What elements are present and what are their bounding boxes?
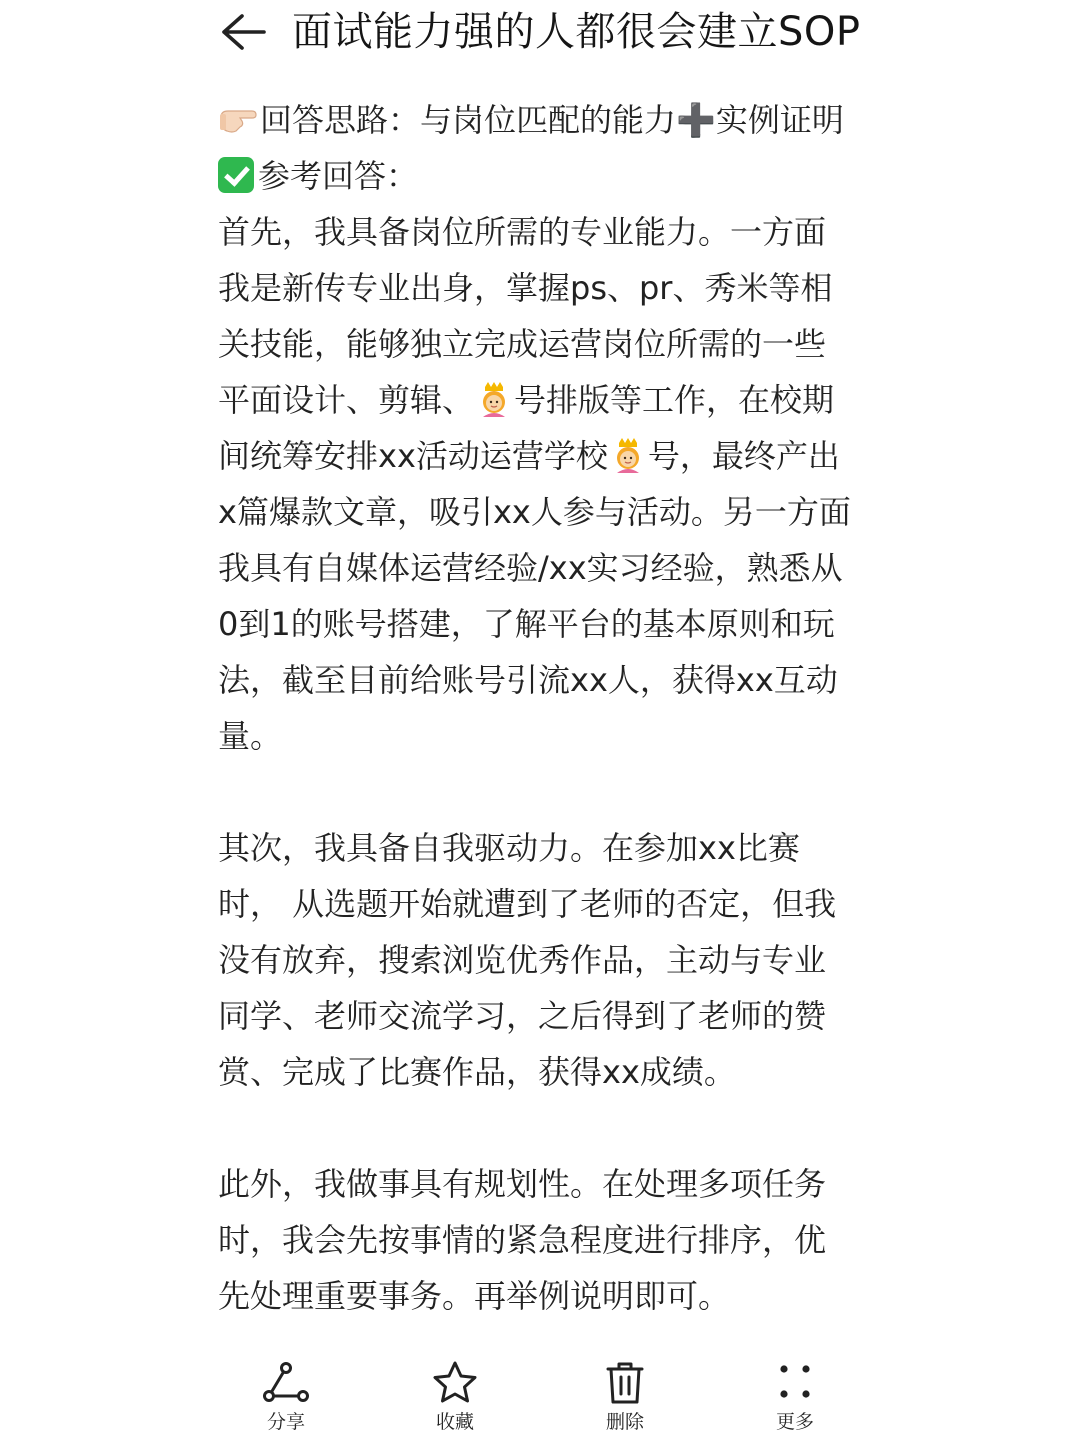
content-line: 时，我会先按事情的紧急程度进行排序，优: [218, 1221, 827, 1259]
arrow-left-icon: [214, 8, 270, 56]
delete-button[interactable]: 删除: [575, 1360, 675, 1440]
page-title: 面试能力强的人都很会建立SOP: [292, 9, 861, 55]
content-line: 先处理重要事务。再举例说明即可。: [218, 1277, 731, 1315]
content-line: 间统筹安排xx活动运营学校 号，最终产出: [218, 428, 878, 484]
content-line: 赏、完成了比赛作品，获得xx成绩。: [218, 1053, 736, 1091]
check-mark-button-icon: [218, 157, 254, 193]
approach-text-2: 实例证明: [715, 101, 844, 139]
star-icon: [430, 1360, 480, 1406]
backhand-index-pointing-right-icon: [218, 96, 258, 126]
content-line: 我具有自媒体运营经验/xx实习经验，熟悉从: [218, 549, 843, 587]
content-line: 首先，我具备岗位所需的专业能力。一方面: [218, 213, 827, 251]
back-button[interactable]: [214, 8, 270, 56]
content-line-reference: [218, 148, 878, 204]
approach-text: 回答思路：与岗位匹配的能力: [260, 101, 677, 139]
content-line: 法，截至目前给账号引流xx人，获得xx互动: [218, 661, 838, 699]
more-button[interactable]: 更多: [745, 1360, 845, 1440]
content-line: 没有放弃，搜索浏览优秀作品，主动与专业: [218, 941, 827, 979]
share-icon: [261, 1360, 311, 1406]
reference-heading: 参考回答：: [258, 157, 419, 195]
favorite-button[interactable]: 收藏: [405, 1360, 505, 1440]
bottom-action-bar: [0, 1350, 1080, 1440]
plus-icon: ➕: [676, 101, 716, 139]
trash-icon: [600, 1360, 650, 1406]
content-line: 其次，我具备自我驱动力。在参加xx比赛: [218, 829, 800, 867]
paragraph-gap: [218, 1100, 878, 1156]
content-line: 平面设计、剪辑、 号排版等工作，在校期: [218, 372, 878, 428]
content-line: 我是新传专业出身，掌握ps、pr、秀米等相: [218, 269, 833, 307]
paragraph-gap: [218, 764, 878, 820]
more-dots-icon: [770, 1360, 820, 1406]
note-content: [218, 92, 878, 1324]
content-line: 关技能，能够独立完成运营岗位所需的一些: [218, 325, 827, 363]
header-bar: [0, 0, 1080, 66]
content-line: 量。: [218, 717, 283, 755]
content-line: 此外，我做事具有规划性。在处理多项任务: [218, 1165, 827, 1203]
content-line: x篇爆款文章，吸引xx人参与活动。另一方面: [218, 493, 851, 531]
princess-icon: [477, 378, 511, 414]
princess-icon: [611, 434, 645, 470]
content-line: 0到1的账号搭建，了解平台的基本原则和玩: [218, 605, 835, 643]
share-button[interactable]: 分享: [236, 1360, 336, 1440]
content-line: 时， 从选题开始就遭到了老师的否定，但我: [218, 885, 837, 923]
content-line-approach: [218, 92, 878, 148]
content-line: 同学、老师交流学习，之后得到了老师的赞: [218, 997, 827, 1035]
